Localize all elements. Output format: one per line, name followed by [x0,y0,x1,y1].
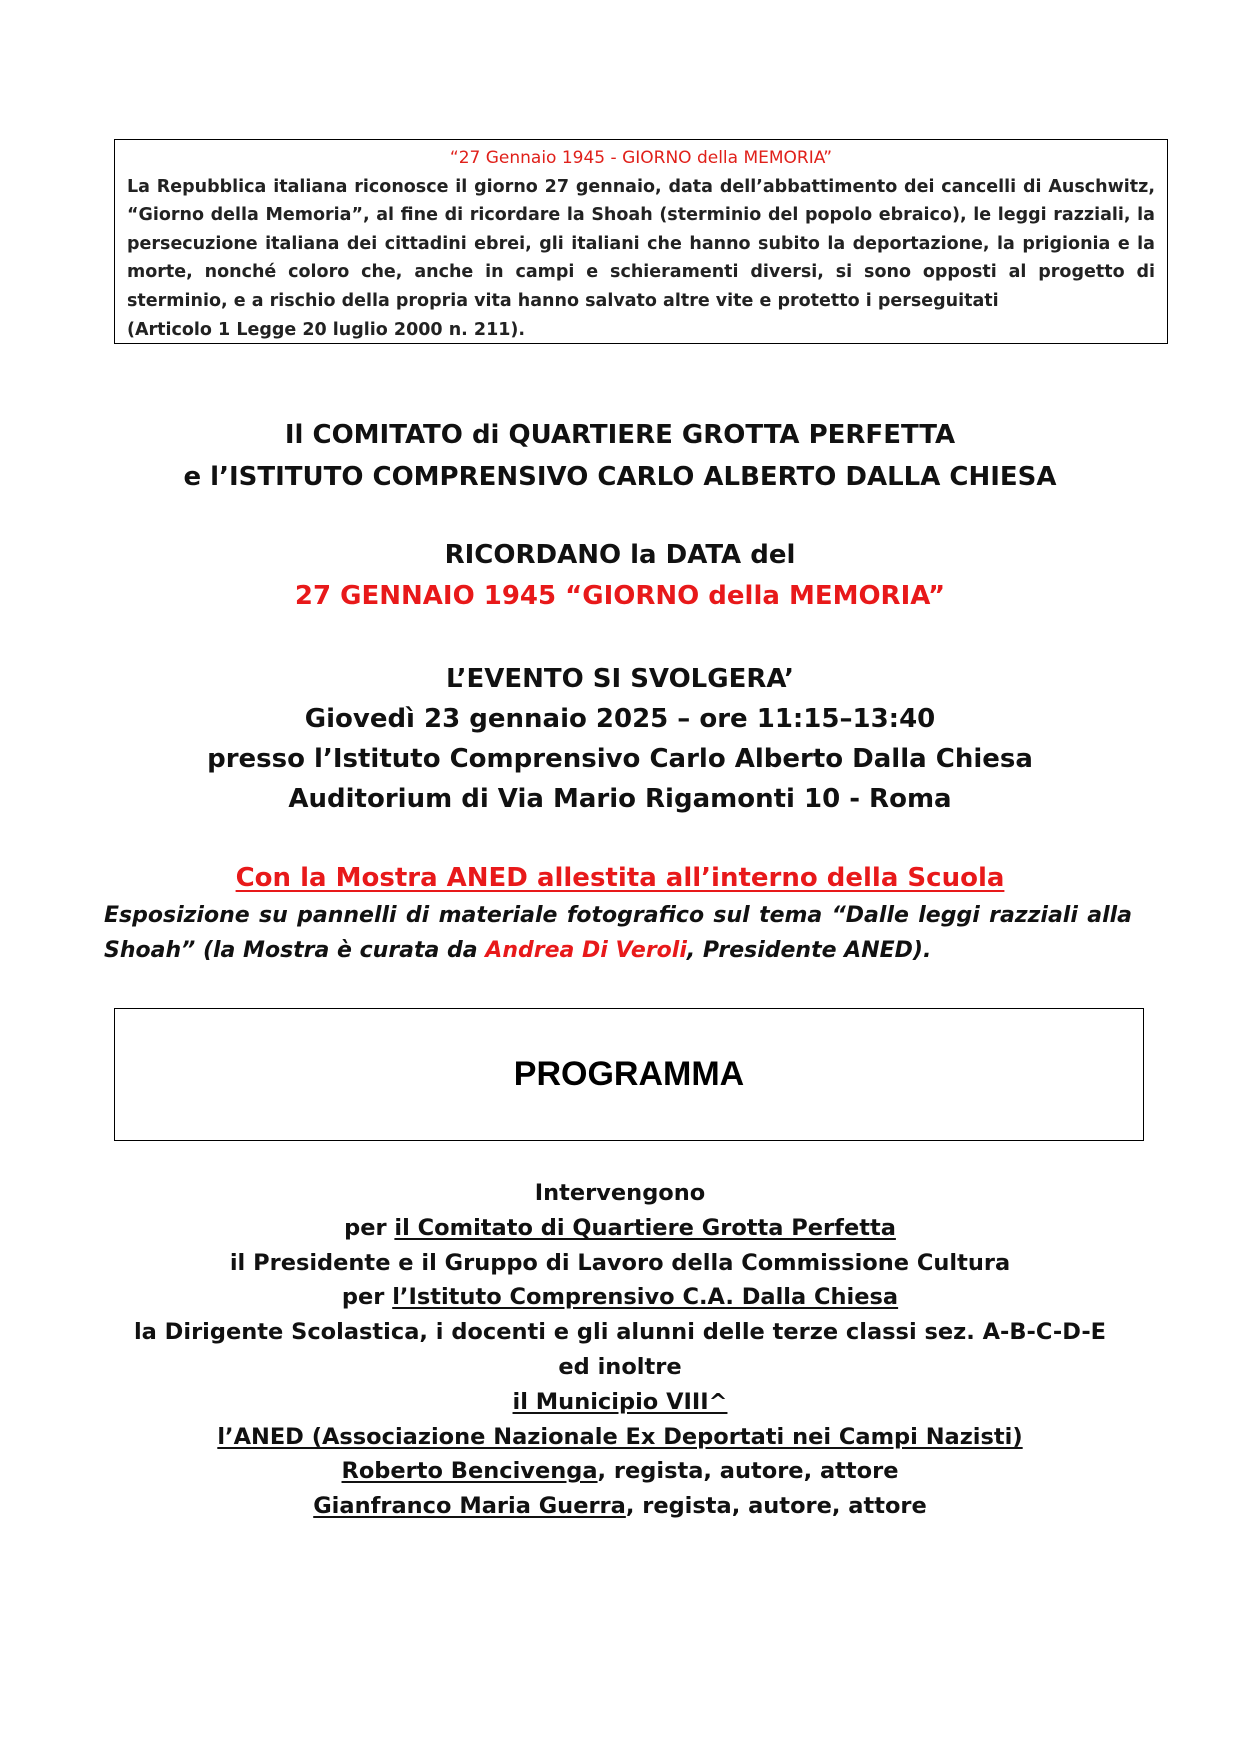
event-details [0,659,1240,819]
event-datetime: Giovedì 23 gennaio 2025 – ore 11:15–13:40 [304,704,936,734]
event-heading: L’EVENTO SI SVOLGERA’ [445,664,794,694]
school-name: l’Istituto Comprensivo C.A. Dalla Chiesa [392,1284,899,1311]
event-address: Auditorium di Via Mario Rigamonti 10 - Roma [288,784,952,814]
speaker-role: , regista, autore, attore [597,1458,899,1485]
law-box-title: “27 Gennaio 1945 - GIORNO della MEMORIA” [449,148,833,168]
programma-box [114,1008,1144,1141]
speaker-line-guerra [0,1489,1240,1524]
aned-name: l’ANED (Associazione Nazionale Ex Deportati nei Campi Nazisti) [217,1423,1023,1450]
committee-name: il Comitato di Quartiere Grotta Perfetta [394,1214,896,1241]
speaker-role: , regista, autore, attore [625,1493,927,1520]
speaker-line-committee [0,1211,1240,1246]
organizer-committee: Il COMITATO di QUARTIERE GROTTA PERFETTA [284,420,956,450]
speaker-line-aned [0,1420,1240,1455]
speaker-line-school [0,1280,1240,1315]
exhibition-title: Con la Mostra ANED allestita all’interno della Scuola [235,863,1005,893]
speaker-prefix: per [344,1214,395,1241]
speaker-line-president: il Presidente e il Gruppo di Lavoro della Commissione Cultura [229,1249,1011,1276]
exhibition-desc-text: Esposizione su pannelli di materiale fotografico sul tema “Dalle leggi razziali alla Shoah” (la Mostra è curata da [104,903,1132,963]
memorial-date: 27 GENNAIO 1945 “GIORNO della MEMORIA” [294,581,946,611]
speaker-name: Roberto Bencivenga [341,1458,598,1485]
municipio-name: il Municipio VIII^ [512,1388,728,1415]
speaker-name: Gianfranco Maria Guerra [313,1493,626,1520]
organizer-school: e l’ISTITUTO COMPRENSIVO CARLO ALBERTO DALLA CHIESA [183,462,1057,492]
speaker-line-municipio [0,1385,1240,1420]
exhibition-description [104,898,1132,968]
law-quote-box [114,139,1168,344]
remembrance-line: RICORDANO la DATA del [444,540,796,570]
remembrance-heading [0,535,1240,617]
law-box-citation: (Articolo 1 Legge 20 luglio 2000 n. 211). [127,319,526,340]
exhibition-desc-end: , Presidente ANED). [686,938,932,963]
law-box-body: La Repubblica italiana riconosce il giorno 27 gennaio, data dell’abbattimento dei cancelli di Auschwitz, “Giorno della Memoria”, al fine di ricordare la Shoah (sterminio del popolo ebraico), le leggi razziali, la persecuzione italiana dei cittadini ebrei, gli italiani che hanno subito la deportazione, la prigionia e la morte, nonché coloro che, anche in campi e schieramenti diversi, si sono opposti al progetto di sterminio, e a rischio della propria vita hanno salvato altre vite e protetto i perseguitati [127,176,1155,311]
organizers-heading [0,414,1240,498]
exhibition-curator: Andrea Di Veroli [485,938,687,963]
speaker-prefix: per [341,1284,393,1311]
speakers-heading: Intervengono [534,1180,706,1206]
speaker-line-bencivenga [0,1454,1240,1489]
speakers-list [0,1176,1240,1524]
programma-title: PROGRAMMA [513,1055,745,1093]
event-venue: presso l’Istituto Comprensivo Carlo Alberto Dalla Chiesa [207,744,1033,774]
speaker-line-inoltre: ed inoltre [558,1353,682,1380]
speaker-line-staff: la Dirigente Scolastica, i docenti e gli alunni delle terze classi sez. A-B-C-D-E [133,1319,1107,1346]
